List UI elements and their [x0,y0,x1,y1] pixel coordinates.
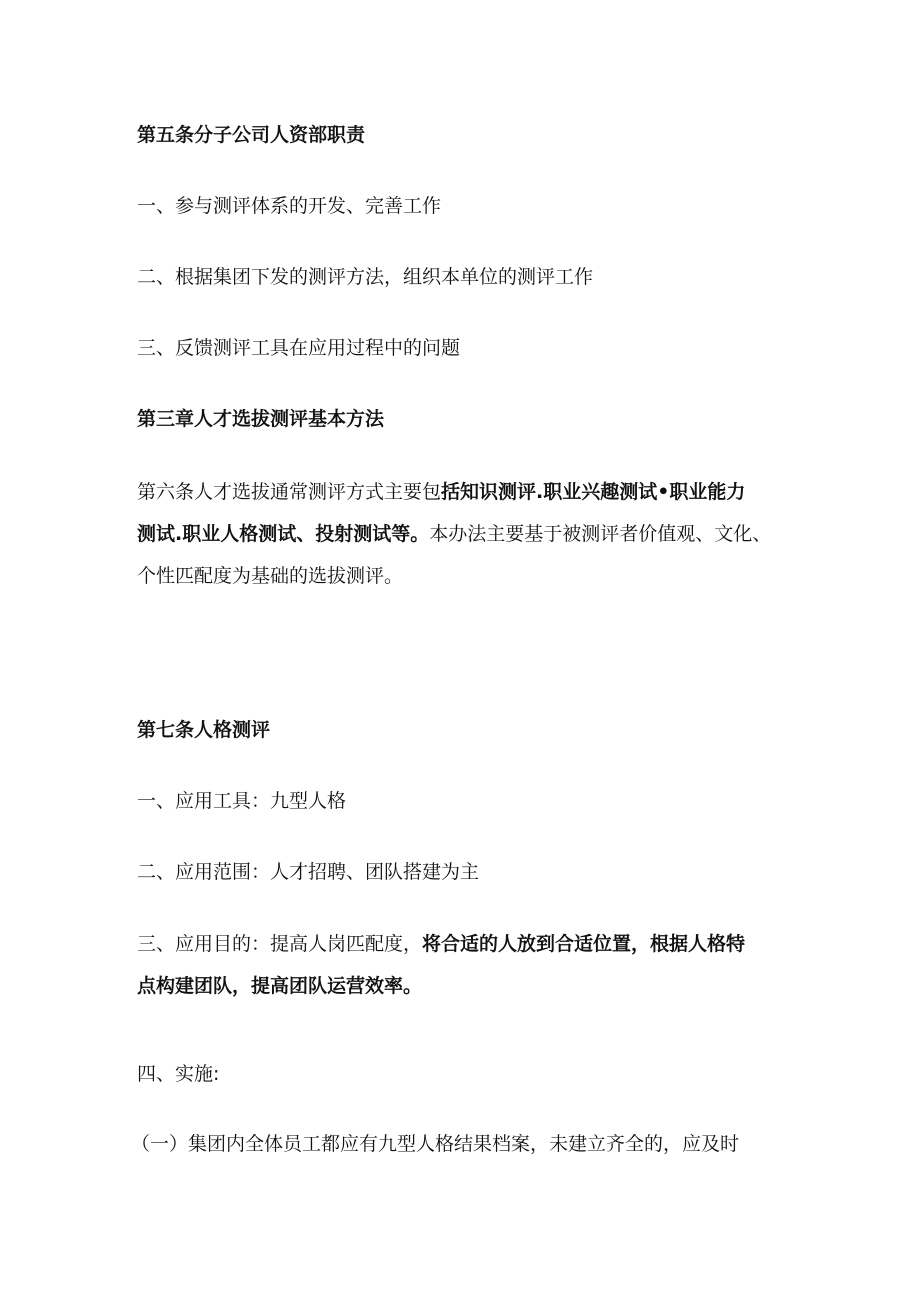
chapter3-heading: 第三章人才选拔测评基本方法 [137,408,385,430]
article7-item-2: 二、应用范围：人才招聘、团队搭建为主 [137,861,480,883]
article7-item3-plain: 三、应用目的：提高人岗匹配度， [137,933,423,955]
section5-heading: 第五条分子公司人资部职责 [137,124,366,146]
article7-item3-line-2 [137,973,797,999]
article7-item3-bold: 将合适的人放到合适位置，根据人格特 [422,933,746,955]
article6-line1-bold: 括知识测评.职业兴趣测试•职业能力 [441,481,746,503]
article7-heading: 第七条人格测评 [137,719,271,741]
section5-item-2: 二、根据集团下发的测评方法，组织本单位的测评工作 [137,266,594,288]
section5-item-1: 一、参与测评体系的开发、完善工作 [137,195,442,217]
article6-line-3 [137,563,797,589]
article7-item-4: 四、实施: [137,1063,220,1085]
article7-item3-line2-bold: 点构建团队，提高团队运营效率。 [137,975,423,997]
article6-paragraph [137,479,797,605]
article7-item3-line-1 [137,931,797,957]
section5-item-3: 三、反馈测评工具在应用过程中的问题 [137,337,461,359]
article6-line-1 [137,479,797,505]
article7-sub-1: （一）集团内全体员工都应有九型人格结果档案，未建立齐全的，应及时 [131,1133,740,1155]
article6-line1-plain: 第六条人才选拔通常测评方式主要包 [137,481,442,503]
article7-item-3 [137,931,797,1015]
article6-line2-plain: 本办法主要基于被测评者价值观、文化、 [429,523,772,545]
article6-line-2 [137,521,797,547]
article6-line2-bold: 测试.职业人格测试、投射测试等。 [137,523,430,545]
article6-line3-plain: 个性匹配度为基础的选拔测评。 [137,565,404,587]
article7-item-1: 一、应用工具：九型人格 [137,790,347,812]
